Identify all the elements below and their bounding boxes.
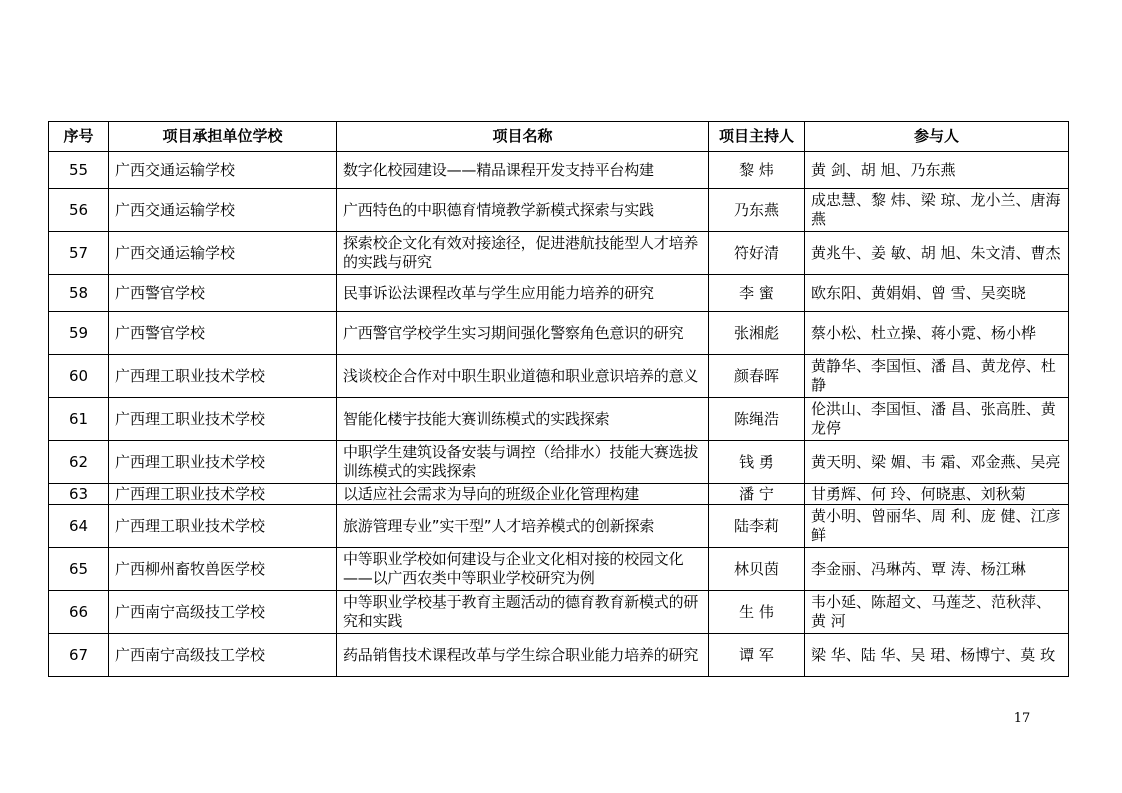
row-school: 广西南宁高级技工学校	[109, 634, 337, 677]
row-no: 59	[49, 312, 109, 355]
row-school: 广西柳州畜牧兽医学校	[109, 548, 337, 591]
row-project-name: 浅谈校企合作对中职生职业道德和职业意识培养的意义	[337, 355, 709, 398]
table-row	[49, 152, 1069, 189]
row-school: 广西理工职业技术学校	[109, 484, 337, 505]
row-members: 黄天明、梁 媚、韦 霜、邓金燕、吴亮	[805, 441, 1069, 484]
row-project-name: 广西警官学校学生实习期间强化警察角色意识的研究	[337, 312, 709, 355]
row-school: 广西警官学校	[109, 312, 337, 355]
row-school: 广西交通运输学校	[109, 189, 337, 232]
row-members: 韦小延、陈超文、马莲芝、范秋萍、黄 河	[805, 591, 1069, 634]
row-no: 55	[49, 152, 109, 189]
row-project-name: 数字化校园建设——精品课程开发支持平台构建	[337, 152, 709, 189]
row-host: 陈绳浩	[709, 398, 805, 441]
row-project-name: 民事诉讼法课程改革与学生应用能力培养的研究	[337, 275, 709, 312]
row-members: 伦洪山、李国恒、潘 昌、张高胜、黄龙停	[805, 398, 1069, 441]
row-members: 黄静华、李国恒、潘 昌、黄龙停、杜 静	[805, 355, 1069, 398]
page-number: 17	[1013, 711, 1031, 726]
row-members: 黄兆牛、姜 敏、胡 旭、朱文清、曹杰	[805, 232, 1069, 275]
row-members: 黄 剑、胡 旭、乃东燕	[805, 152, 1069, 189]
row-project-name: 旅游管理专业”实干型”人才培养模式的创新探索	[337, 505, 709, 548]
row-school: 广西交通运输学校	[109, 152, 337, 189]
row-no: 66	[49, 591, 109, 634]
table-row	[49, 232, 1069, 275]
row-school: 广西理工职业技术学校	[109, 355, 337, 398]
table-row	[49, 505, 1069, 548]
row-host: 乃东燕	[709, 189, 805, 232]
row-members: 蔡小松、杜立操、蒋小霓、杨小桦	[805, 312, 1069, 355]
row-host: 潘 宁	[709, 484, 805, 505]
project-table	[48, 121, 1069, 677]
table-row	[49, 355, 1069, 398]
row-host: 谭 军	[709, 634, 805, 677]
row-school: 广西警官学校	[109, 275, 337, 312]
row-members: 黄小明、曾丽华、周 利、庞 健、江彦鲜	[805, 505, 1069, 548]
row-host: 李 蜜	[709, 275, 805, 312]
header-project: 项目名称	[337, 122, 709, 152]
row-no: 61	[49, 398, 109, 441]
row-school: 广西理工职业技术学校	[109, 441, 337, 484]
row-no: 64	[49, 505, 109, 548]
row-host: 生 伟	[709, 591, 805, 634]
table-row	[49, 189, 1069, 232]
header-school: 项目承担单位学校	[109, 122, 337, 152]
row-project-name: 中等职业学校基于教育主题活动的德育教育新模式的研究和实践	[337, 591, 709, 634]
table-row	[49, 398, 1069, 441]
table-row	[49, 441, 1069, 484]
row-no: 56	[49, 189, 109, 232]
row-members: 欧东阳、黄娟娟、曾 雪、吴奕晓	[805, 275, 1069, 312]
row-no: 65	[49, 548, 109, 591]
row-no: 67	[49, 634, 109, 677]
row-no: 62	[49, 441, 109, 484]
row-host: 陆李莉	[709, 505, 805, 548]
row-no: 63	[49, 484, 109, 505]
table-row	[49, 548, 1069, 591]
row-school: 广西理工职业技术学校	[109, 398, 337, 441]
table-row	[49, 634, 1069, 677]
table-header-row	[49, 122, 1069, 152]
row-school: 广西南宁高级技工学校	[109, 591, 337, 634]
row-host: 钱 勇	[709, 441, 805, 484]
table-row	[49, 484, 1069, 505]
header-no: 序号	[49, 122, 109, 152]
row-host: 林贝茵	[709, 548, 805, 591]
row-school: 广西理工职业技术学校	[109, 505, 337, 548]
header-host: 项目主持人	[709, 122, 805, 152]
row-school: 广西交通运输学校	[109, 232, 337, 275]
row-host: 符好清	[709, 232, 805, 275]
table-row	[49, 591, 1069, 634]
row-no: 58	[49, 275, 109, 312]
table-row	[49, 312, 1069, 355]
row-host: 张湘彪	[709, 312, 805, 355]
row-project-name: 中职学生建筑设备安装与调控（给排水）技能大赛选拔训练模式的实践探索	[337, 441, 709, 484]
row-project-name: 智能化楼宇技能大赛训练模式的实践探索	[337, 398, 709, 441]
header-members: 参与人	[805, 122, 1069, 152]
row-project-name: 广西特色的中职德育情境教学新模式探索与实践	[337, 189, 709, 232]
row-project-name: 以适应社会需求为导向的班级企业化管理构建	[337, 484, 709, 505]
row-project-name: 探索校企文化有效对接途径，促进港航技能型人才培养的实践与研究	[337, 232, 709, 275]
row-no: 60	[49, 355, 109, 398]
row-members: 李金丽、冯琳芮、覃 涛、杨江琳	[805, 548, 1069, 591]
table-body	[49, 152, 1069, 677]
row-project-name: 中等职业学校如何建设与企业文化相对接的校园文化——以广西农类中等职业学校研究为例	[337, 548, 709, 591]
row-host: 黎 炜	[709, 152, 805, 189]
row-project-name: 药品销售技术课程改革与学生综合职业能力培养的研究	[337, 634, 709, 677]
row-members: 甘勇辉、何 玲、何晓惠、刘秋菊	[805, 484, 1069, 505]
table-row	[49, 275, 1069, 312]
row-host: 颜春晖	[709, 355, 805, 398]
row-members: 梁 华、陆 华、吴 珺、杨博宁、莫 玫	[805, 634, 1069, 677]
row-members: 成忠慧、黎 炜、梁 琼、龙小兰、唐海燕	[805, 189, 1069, 232]
row-no: 57	[49, 232, 109, 275]
